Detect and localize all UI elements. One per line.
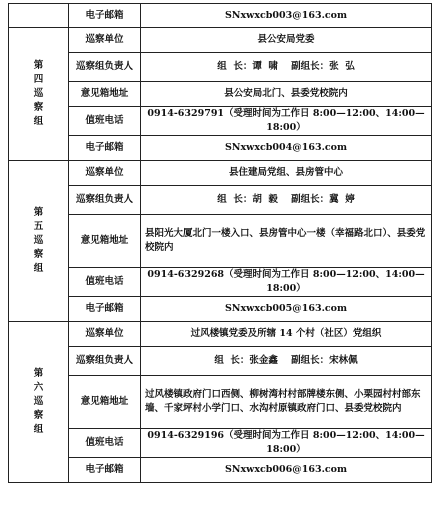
group-title-char: 察 [33,102,44,113]
table-row [9,429,432,458]
row-value: 县公安局北门、县委党校院内 [141,82,432,107]
row-label: 意见箱地址 [69,82,141,107]
group-title-char: 巡 [33,235,44,246]
row-label: 意见箱地址 [69,376,141,429]
row-label: 值班电话 [69,268,141,297]
group-title-char: 五 [33,221,44,232]
group-title-char: 第 [33,207,44,218]
row-value: 过风楼镇政府门口西侧、柳树湾村村部牌楼东侧、小栗园村村部东墙、千家坪村小学门口、水沟村原镇政府门口、县委党校院内 [141,376,432,429]
group-title-char: 巡 [33,396,44,407]
email-value: SNxwxcb006@163.com [141,458,432,483]
group-title-6 [9,322,69,483]
email-value: SNxwxcb004@163.com [141,136,432,161]
group-title-5 [9,161,69,322]
group-title-char: 四 [33,74,44,85]
inspection-contact-table [8,3,432,483]
row-label: 电子邮箱 [69,136,141,161]
table-row [9,186,432,215]
row-value: 组 长：谭 啸 副组长：张 弘 [141,53,432,82]
row-label: 值班电话 [69,429,141,458]
empty-group-cell [9,4,69,28]
table-row [9,347,432,376]
table-row [9,161,432,186]
group-title-4 [9,28,69,161]
phone-value: 0914-6329196（受理时间为工作日 8:00—12:00、14:00—18:00） [141,429,432,458]
row-label: 巡察单位 [69,161,141,186]
email-value: SNxwxcb003@163.com [141,4,432,28]
row-label: 巡察组负责人 [69,186,141,215]
group-title-char: 察 [33,249,44,260]
group-title-char: 六 [33,382,44,393]
table-row [9,82,432,107]
row-label: 巡察单位 [69,322,141,347]
row-value: 组 长：胡 毅 副组长：冀 婷 [141,186,432,215]
row-label: 意见箱地址 [69,215,141,268]
group-title-char: 第 [33,60,44,71]
group-title-char: 巡 [33,88,44,99]
table-row [9,53,432,82]
row-label: 巡察组负责人 [69,53,141,82]
table-row-top-email [9,4,432,28]
table-row [9,268,432,297]
group-title-char: 第 [33,368,44,379]
phone-value: 0914-6329791（受理时间为工作日 8:00—12:00、14:00—18:00） [141,107,432,136]
row-label: 巡察单位 [69,28,141,53]
row-label: 电子邮箱 [69,297,141,322]
email-value: SNxwxcb005@163.com [141,297,432,322]
group-title-char: 组 [33,116,44,127]
row-label: 值班电话 [69,107,141,136]
row-value: 县住建局党组、县房管中心 [141,161,432,186]
group-title-char: 组 [33,424,44,435]
table-row [9,107,432,136]
row-value: 县公安局党委 [141,28,432,53]
row-value: 组 长：张金鑫 副组长：宋林佩 [141,347,432,376]
row-label: 电子邮箱 [69,4,141,28]
table-row [9,458,432,483]
table-row [9,136,432,161]
phone-value: 0914-6329268（受理时间为工作日 8:00—12:00、14:00—18:00） [141,268,432,297]
table-row [9,28,432,53]
row-value: 过风楼镇党委及所辖 14 个村（社区）党组织 [141,322,432,347]
row-label: 巡察组负责人 [69,347,141,376]
table-row [9,215,432,268]
table-row [9,376,432,429]
group-title-char: 组 [33,263,44,274]
table-row [9,297,432,322]
table-row [9,322,432,347]
group-title-char: 察 [33,410,44,421]
row-value: 县阳光大厦北门一楼入口、县房管中心一楼（幸福路北口）、县委党校院内 [141,215,432,268]
row-label: 电子邮箱 [69,458,141,483]
